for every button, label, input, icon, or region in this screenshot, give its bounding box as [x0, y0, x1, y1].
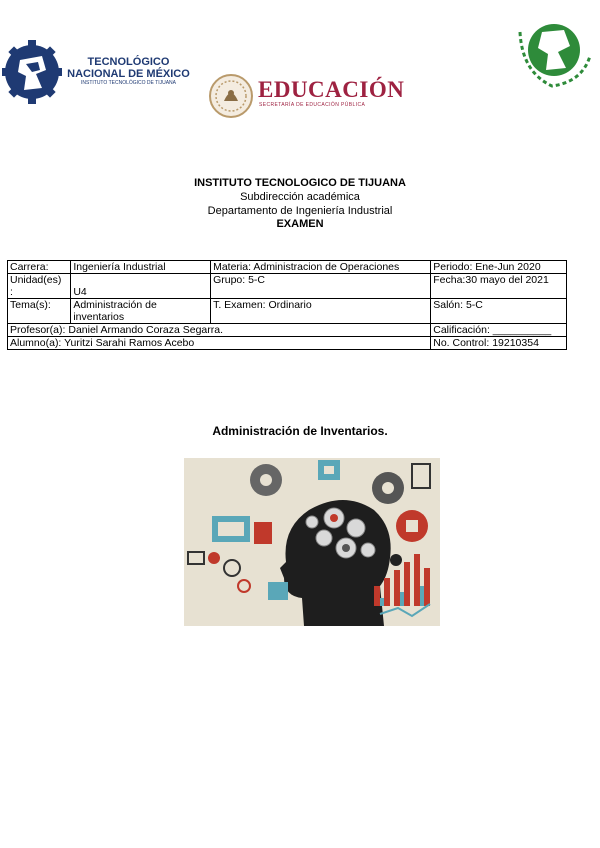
table-row: [8, 261, 567, 274]
subdirection-label: Subdirección académica: [240, 191, 360, 203]
tec-line1: TECNOLÓGICO: [87, 56, 170, 68]
baja-california-logo: [512, 12, 592, 92]
profesor-label: Profesor(a):: [10, 324, 66, 336]
tema-label: Tema(s):: [8, 299, 71, 324]
edu-subtitle: SECRETARÍA DE EDUCACIÓN PÚBLICA: [259, 102, 366, 108]
tec-line3: INSTITUTO TECNOLÓGICO DE TIJUANA: [80, 80, 176, 86]
subject-title: Administración de Inventarios.: [212, 424, 388, 438]
unidad-value: [71, 274, 211, 299]
tec-line2: NACIONAL DE MÉXICO: [67, 68, 190, 80]
institution-title: INSTITUTO TECNOLOGICO DE TIJUANA: [194, 177, 406, 189]
control-cell: No. Control: 19210354: [431, 337, 567, 350]
tema-line2: inventarios: [73, 311, 125, 323]
department-label: Departamento de Ingeniería Industrial: [207, 205, 393, 217]
alumno-cell: Alumno(a): Yuritzi Sarahi Ramos Acebo: [8, 337, 431, 350]
table-row: [8, 274, 567, 299]
periodo-cell: Periodo: Ene-Jun 2020: [431, 261, 567, 274]
carrera-label: Carrera:: [8, 261, 71, 274]
sep-seal-icon: [208, 73, 254, 119]
profesor-cell: [8, 324, 431, 337]
salon-cell: Salón: 5-C: [431, 299, 567, 324]
unidad-label-a: Unidad(es): [10, 274, 62, 286]
carrera-value: Ingeniería Industrial: [71, 261, 211, 274]
materia-cell: Materia: Administracion de Operaciones: [211, 261, 431, 274]
tecnm-wordmark: [66, 56, 191, 86]
tema-line1: Administración de: [73, 299, 157, 311]
unidad-text: U4: [73, 286, 87, 298]
grupo-cell: Grupo: 5-C: [211, 274, 431, 299]
exam-label: EXAMEN: [276, 218, 324, 230]
tema-value: [71, 299, 211, 324]
calificacion-cell: Calificación: __________: [431, 324, 567, 337]
table-row: [8, 337, 567, 350]
table-row: [8, 324, 567, 337]
table-row: [8, 299, 567, 324]
exam-info-table: [7, 260, 567, 350]
fecha-cell: Fecha:30 mayo del 2021: [431, 274, 567, 299]
inventory-illustration: [184, 458, 440, 626]
unidad-label-b: :: [10, 286, 13, 298]
profesor-value: Daniel Armando Coraza Segarra.: [68, 324, 224, 336]
unidad-label: [8, 274, 71, 299]
examen-cell: T. Examen: Ordinario: [211, 299, 431, 324]
edu-title: EDUCACIÓN: [258, 77, 405, 102]
